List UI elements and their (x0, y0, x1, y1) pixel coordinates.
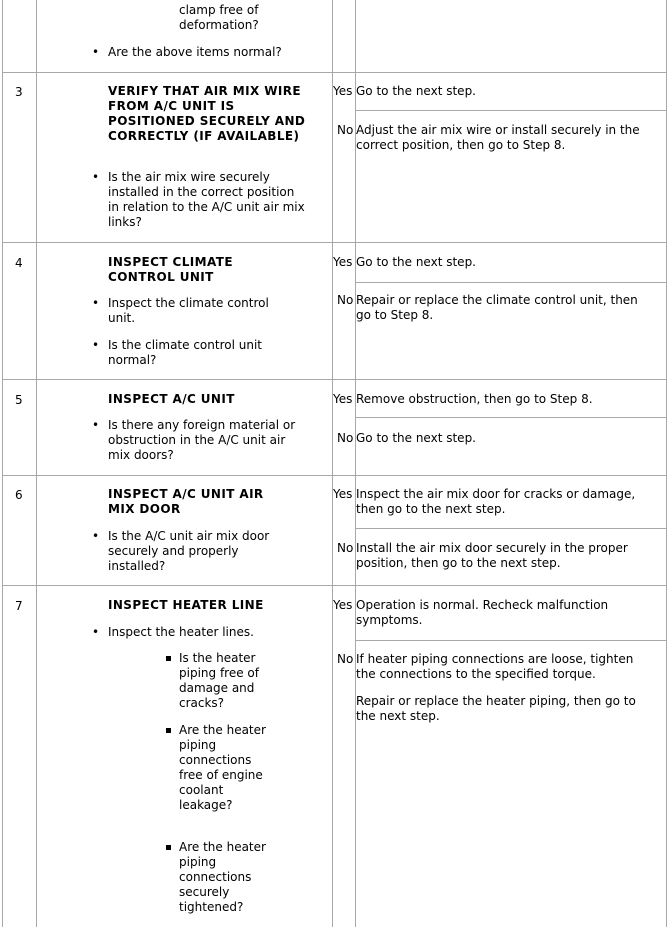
step-heading: VERIFY THAT AIR MIX WIRE FROM A/C UNIT IS POSITIONED SECURELY AND CORRECTLY (IF AVAILABLE) (108, 84, 306, 143)
no-action-secondary: Repair or replace the heater piping, then go to the next step. (356, 694, 636, 723)
inspection-bullet: • Is the air mix wire securely installed in the correct position in relation to the A/C unit air mix links? (108, 170, 308, 230)
yes-action: Remove obstruction, then go to Step 8. (356, 392, 593, 406)
inspection-sub-bullet: Is the heater piping free of damage and cracks? (179, 651, 274, 711)
inspection-sub-bullet: Are the heater piping connections free of engine coolant leakage? (179, 723, 271, 813)
row-divider (2, 475, 666, 476)
result-divider (356, 110, 666, 111)
inspection-bullet: • Inspect the climate control unit. (108, 296, 283, 326)
inspection-bullet: • Is the climate control unit normal? (108, 338, 283, 368)
inspection-sub-bullet: Are the heater piping connections securely tightened? (179, 840, 271, 915)
result-divider (356, 417, 666, 418)
yes-label: Yes (333, 392, 353, 406)
no-label: No (337, 652, 354, 666)
row-divider (2, 242, 666, 243)
step-heading: INSPECT A/C UNIT AIR MIX DOOR (108, 487, 264, 516)
result-divider (356, 528, 666, 529)
no-action: Install the air mix door securely in the proper position, then go to the next step. (356, 541, 628, 570)
step-heading: INSPECT HEATER LINE (108, 598, 264, 612)
yes-label: Yes (333, 598, 353, 612)
inspection-bullet: • Is there any foreign material or obstruction in the A/C unit air mix doors? (108, 418, 303, 463)
step-number: 3 (15, 85, 23, 99)
no-action: If heater piping connections are loose, tighten the connections to the specified torque. (356, 652, 634, 681)
inspection-bullet: • Are the above items normal? (108, 45, 308, 60)
step-number: 7 (15, 599, 23, 613)
yes-action: Operation is normal. Recheck malfunction symptoms. (356, 598, 609, 627)
no-action: Repair or replace the climate control unit, then go to Step 8. (356, 293, 638, 322)
step-heading: INSPECT CLIMATE CONTROL UNIT (108, 255, 233, 284)
inspection-bullet: • Inspect the heater lines. (108, 625, 308, 640)
no-label: No (337, 431, 354, 445)
no-label: No (337, 541, 354, 555)
continued-text: clamp free of deformation? (179, 3, 259, 32)
yes-action: Inspect the air mix door for cracks or damage, then go to the next step. (356, 487, 636, 516)
column-divider-inspection (332, 0, 333, 927)
step-number: 4 (15, 256, 23, 270)
no-label: No (337, 293, 354, 307)
yes-action: Go to the next step. (356, 84, 476, 98)
step-number: 6 (15, 488, 23, 502)
row-divider (2, 72, 666, 73)
no-action: Go to the next step. (356, 431, 476, 445)
result-divider (356, 640, 666, 641)
yes-label: Yes (333, 487, 353, 501)
yes-label: Yes (333, 84, 353, 98)
no-label: No (337, 123, 354, 137)
table-border-left (2, 0, 3, 927)
step-heading: INSPECT A/C UNIT (108, 392, 235, 406)
result-divider (356, 282, 666, 283)
column-divider-number (36, 0, 37, 927)
table-border-right (666, 0, 667, 927)
step-number: 5 (15, 393, 23, 407)
yes-label: Yes (333, 255, 353, 269)
inspection-bullet: • Is the A/C unit air mix door securely and properly installed? (108, 529, 293, 574)
row-divider (2, 379, 666, 380)
yes-action: Go to the next step. (356, 255, 476, 269)
row-divider (2, 585, 666, 586)
no-action: Adjust the air mix wire or install securely in the correct position, then go to Step 8. (356, 123, 640, 152)
